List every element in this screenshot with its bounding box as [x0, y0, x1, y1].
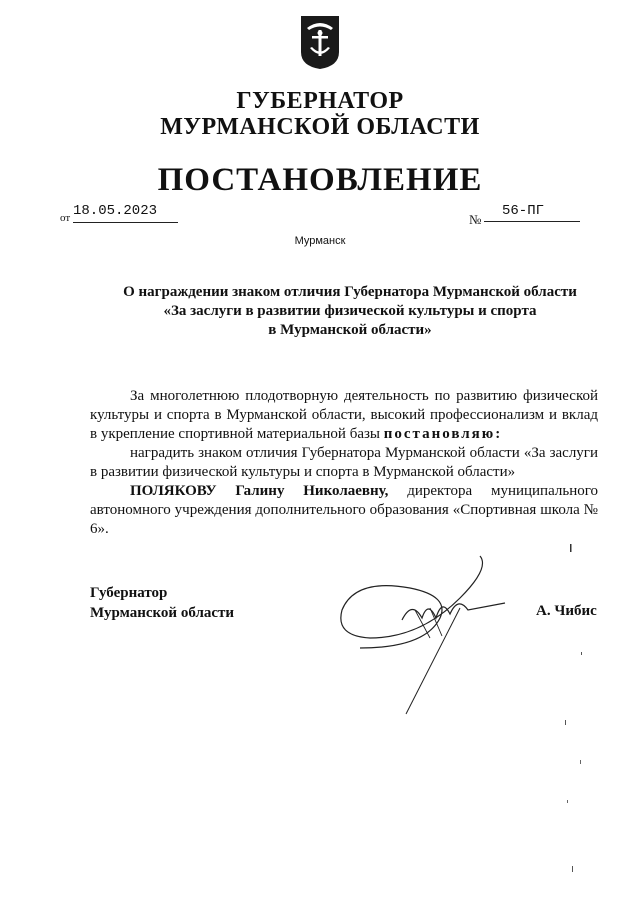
signer-name: А. Чибис	[536, 603, 597, 619]
city: Мурманск	[294, 235, 346, 247]
signer-title	[90, 583, 234, 623]
murmansk-coat-of-arms-icon	[299, 14, 341, 70]
signer-title-line1: Губернатор	[90, 585, 168, 601]
subject-line3: в Мурманской области»	[268, 322, 432, 338]
scan-artifacts	[560, 540, 590, 880]
handwritten-signature	[330, 548, 510, 718]
date-prefix: от	[60, 212, 71, 224]
document-body	[90, 387, 598, 539]
body-paragraph-3	[90, 482, 598, 539]
document-date: 18.05.2023	[73, 203, 178, 223]
awardee-position: директора муниципального автономного учреждения дополнительного образования «Спортивная школа № 6».	[90, 483, 599, 537]
signer-title-line2: Мурманской области	[90, 605, 235, 621]
authority-title-line1: ГУБЕРНАТОР	[236, 88, 404, 114]
awardee-name: ПОЛЯКОВУ Галину Николаевну,	[130, 483, 389, 499]
body-paragraph-1-text: За многолетнюю плодотворную деятельность по развитию физической культуры и спорта в Мурманской области, высокий профессионализм и вклад в укрепление спортивной материальной базы	[90, 388, 598, 442]
document-number: 56-ПГ	[484, 203, 580, 222]
document-subject	[60, 283, 640, 340]
decision-word: постановляю:	[383, 426, 503, 442]
body-paragraph-2: наградить знаком отличия Губернатора Мурманской области «За заслуги в развитии физической культуры и спорта в Мурманской области»	[90, 445, 598, 480]
authority-title-line2: МУРМАНСКОЙ ОБЛАСТИ	[160, 114, 480, 140]
number-prefix: №	[469, 212, 482, 227]
document-type: ПОСТАНОВЛЕНИЕ	[157, 162, 483, 198]
subject-line2: «За заслуги в развитии физической культуры и спорта	[163, 303, 537, 319]
subject-line1: О награждении знаком отличия Губернатора Мурманской области	[123, 284, 577, 300]
body-paragraph-1	[90, 387, 598, 444]
